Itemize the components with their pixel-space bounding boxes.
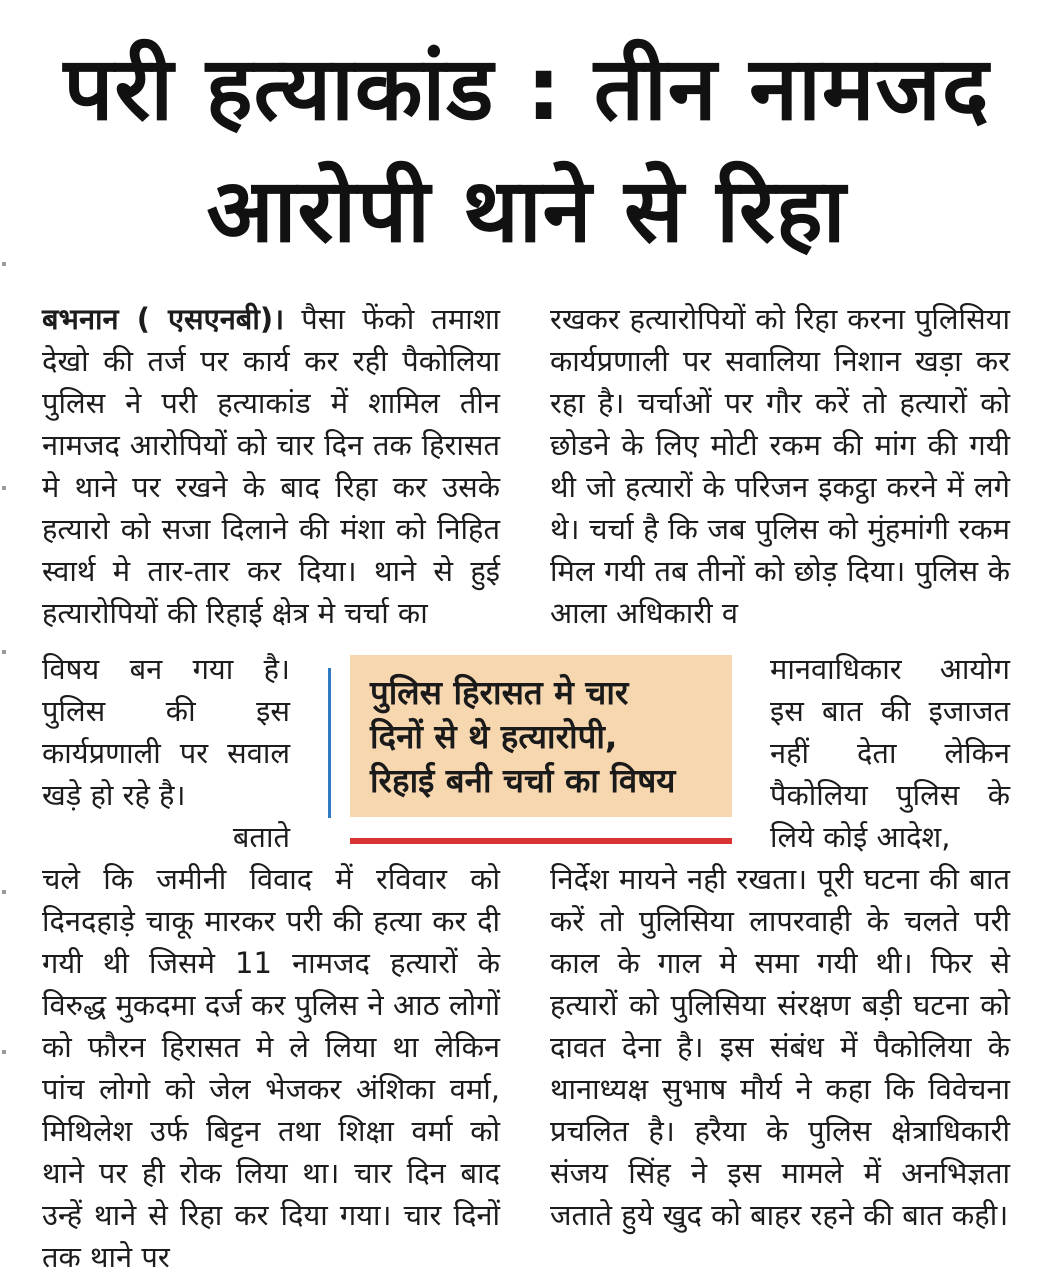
headline xyxy=(20,28,1033,272)
column-1-bottom xyxy=(42,858,500,1278)
edge-mark xyxy=(2,1050,6,1054)
pull-quote-side-rule xyxy=(328,668,331,818)
column-2-bottom xyxy=(550,858,1010,1236)
edge-mark xyxy=(2,486,6,490)
column-1-top xyxy=(42,298,500,634)
pull-quote-line-3: रिहाई बनी चर्चा का विषय xyxy=(370,761,676,800)
pull-quote-box xyxy=(350,655,732,817)
headline-line-1: परी हत्याकांड : तीन नामजद xyxy=(63,37,990,140)
body-text-col1-mid-tail: बताते xyxy=(232,820,290,854)
body-text-col2-mid: मानवाधिकार आयोग इस बात की इजाजत नहीं देता लेकिन पैकोलिया पुलिस के लिये कोई आदेश, xyxy=(770,652,1010,854)
column-2-middle xyxy=(770,648,1010,858)
edge-mark xyxy=(2,262,6,266)
edge-mark xyxy=(2,890,6,894)
pull-quote-line-1: पुलिस हिरासत मे चार xyxy=(370,673,629,712)
pull-quote-text xyxy=(370,671,720,803)
body-text-col1-bottom: चले कि जमीनी विवाद में रविवार को दिनदहाड़े चाकू मारकर परी की हत्या कर दी गयी थी जिसमे 11 नामजद हत्यारों के विरुद्ध मुकदमा दर्ज कर पुलिस ने आठ लोगों को फौरन हिरासत मे ले लिया था लेकिन पांच लोगो को जेल भेजकर अंशिका वर्मा, मिथिलेश उर्फ बिट्टन तथा शिक्षा वर्मा को थाने पर ही रोक लिया था। चार दिन बाद उन्हें थाने से रिहा कर दिया गया। चार दिनों तक थाने पर xyxy=(42,862,500,1274)
edge-mark xyxy=(2,650,6,654)
body-text-col1-mid: विषय बन गया है। पुलिस की इस कार्यप्रणाली पर सवाल खड़े हो रहे है। xyxy=(42,652,290,812)
pull-quote-underline xyxy=(350,838,732,844)
dateline: बभनान ( एसएनबी)। xyxy=(42,302,285,336)
pull-quote-line-2: दिनों से थे हत्यारोपी, xyxy=(370,717,618,756)
column-2-top xyxy=(550,298,1010,634)
headline-line-2: आरोपी थाने से रिहा xyxy=(206,159,847,262)
body-text-col1-top: पैसा फेंको तमाशा देखो की तर्ज पर कार्य कर रही पैकोलिया पुलिस ने परी हत्याकांड में शामिल तीन नामजद आरोपियों को चार दिन तक हिरासत मे थाने पर रखने के बाद रिहा कर उसके हत्यारो को सजा दिलाने की मंशा को निहित स्वार्थ मे तार-तार कर दिया। थाने से हुई हत्यारोपियों की रिहाई क्षेत्र मे चर्चा का xyxy=(42,302,501,630)
column-1-middle xyxy=(42,648,290,858)
body-text-col2-top: रखकर हत्यारोपियों को रिहा करना पुलिसिया कार्यप्रणाली पर सवालिया निशान खड़ा कर रहा है। चर्चाओं पर गौर करें तो हत्यारों को छोडने के लिए मोटी रकम की मांग की गयी थी जो हत्यारों के परिजन इकट्ठा करने में लगे थे। चर्चा है कि जब पुलिस को मुंहमांगी रकम मिल गयी तब तीनों को छोड़ दिया। पुलिस के आला अधिकारी व xyxy=(550,302,1010,630)
body-text-col2-bottom: निर्देश मायने नही रखता। पूरी घटना की बात करें तो पुलिसिया लापरवाही के चलते परी काल के गाल मे समा गयी थी। फिर से हत्यारों को पुलिसिया संरक्षण बड़ी घटना को दावत देना है। इस संबंध में पैकोलिया के थानाध्यक्ष सुभाष मौर्य ने कहा कि विवेचना प्रचलित है। हरैया के पुलिस क्षेत्राधिकारी संजय सिंह ने इस मामले में अनभिज्ञता जताते हुये खुद को बाहर रहने की बात कही। xyxy=(550,862,1010,1232)
